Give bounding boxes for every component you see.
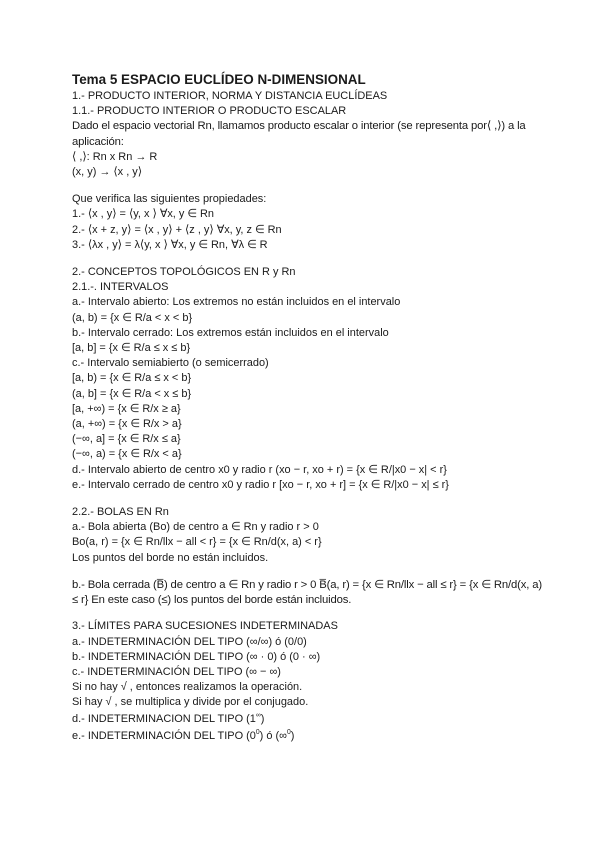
properties-intro: Que verifica las siguientes propiedades: [72, 193, 267, 206]
open-ball-line: Bo(a, r) = {x ∈ Rn/llx − all < r} = {x ∈ Rn/d(x, a) < r} [72, 536, 322, 549]
section-2-1-heading: 2.1.-. INTERVALOS [72, 281, 169, 294]
mapping-line: (x, y) → ⟨x , y⟩ [72, 166, 143, 179]
spacer [72, 180, 542, 192]
open-ball-line: Los puntos del borde no están incluidos. [72, 551, 269, 564]
interval-line: (a, b] = {x ∈ R/a < x ≤ b} [72, 387, 192, 400]
indeterminate-line: c.- INDETERMINACIÓN DEL TIPO (∞ − ∞) [72, 665, 281, 678]
interval-line: [a, b) = {x ∈ R/a ≤ x < b} [72, 372, 192, 385]
indeterminate-line: b.- INDETERMINACIÓN DEL TIPO (∞ · 0) ó (0 · ∞) [72, 650, 321, 663]
section-1-1-heading: 1.1.- PRODUCTO INTERIOR O PRODUCTO ESCALAR [72, 105, 347, 118]
property-item: 1.- ⟨x , y⟩ = ⟨y, x ⟩ ∀x, y ∈ Rn [72, 208, 215, 221]
indeterminate-line: a.- INDETERMINACIÓN DEL TIPO (∞/∞) ó (0/0) [72, 635, 307, 648]
closed-ball-paragraph: b.- Bola cerrada (B̅) de centro a ∈ Rn y radio r > 0 B̅(a, r) = {x ∈ Rn/llx − all ≤ r} = {x ∈ Rn/d(x, a) ≤ r} En este caso (≤) los puntos del borde están incluidos. [72, 578, 542, 607]
property-item: 2.- ⟨x + z, y⟩ = ⟨x , y⟩ + ⟨z , y⟩ ∀x, y, z ∈ Rn [72, 223, 282, 236]
interval-line: d.- Intervalo abierto de centro x0 y radio r (xo − r, xo + r) = {x ∈ R/|x0 − x| < r} [72, 463, 447, 476]
mapping-line: ⟨ ,⟩: Rn x Rn → R [72, 150, 158, 163]
indeterminate-line: Si no hay √ , entonces realizamos la operación. [72, 681, 303, 694]
property-item: 3.- ⟨λx , y⟩ = λ⟨y, x ⟩ ∀x, y ∈ Rn, ∀λ ∈ R [72, 238, 268, 251]
interval-line: e.- Intervalo cerrado de centro x0 y radio r [xo − r, xo + r] = {x ∈ R/|x0 − x| ≤ r} [72, 478, 449, 491]
interval-line: (−∞, a] = {x ∈ R/x ≤ a} [72, 433, 181, 446]
exponent: 0 [255, 728, 260, 736]
text: e.- INDETERMINACIÓN DEL TIPO (0 [72, 729, 256, 742]
spacer [72, 493, 542, 505]
interval-line: [a, b] = {x ∈ R/a ≤ x ≤ b} [72, 342, 191, 355]
text: ) ó (∞ [259, 729, 287, 742]
indeterminate-line: Si hay √ , se multiplica y divide por el conjugado. [72, 696, 309, 709]
indeterminate-line-d [72, 711, 528, 728]
spacer [72, 253, 542, 265]
spacer [72, 608, 542, 619]
text: d.- INDETERMINACION DEL TIPO (1 [72, 712, 256, 725]
spacer [72, 566, 542, 578]
section-3-heading: 3.- LÍMITES PARA SUCESIONES INDETERMINADAS [72, 620, 338, 633]
inner-product-intro: Dado el espacio vectorial Rn, llamamos producto escalar o interior (se representa por⟨ ,⟩) a la aplicación: [72, 120, 526, 148]
interval-line: (−∞, a) = {x ∈ R/x < a} [72, 448, 182, 461]
exponent: ∞ [255, 711, 261, 719]
interval-line: (a, +∞) = {x ∈ R/x > a} [72, 418, 182, 431]
interval-line: (a, b) = {x ∈ R/a < x < b} [72, 311, 193, 324]
section-1-heading: 1.- PRODUCTO INTERIOR, NORMA Y DISTANCIA EUCLÍDEAS [72, 90, 388, 102]
section-2-2-heading: 2.2.- BOLAS EN Rn [72, 506, 169, 519]
document-title: Tema 5 ESPACIO EUCLÍDEO N-DIMENSIONAL [72, 71, 366, 87]
interval-line: [a, +∞) = {x ∈ R/x ≥ a} [72, 402, 181, 415]
indeterminate-line-e [72, 728, 528, 745]
interval-line: c.- Intervalo semiabierto (o semicerrado) [72, 357, 269, 370]
interval-line: b.- Intervalo cerrado: Los extremos están incluidos en el intervalo [72, 326, 389, 339]
open-ball-line: a.- Bola abierta (Bo) de centro a ∈ Rn y radio r > 0 [72, 521, 319, 534]
text: ) [260, 712, 265, 725]
exponent: 0 [286, 728, 291, 736]
section-2-heading: 2.- CONCEPTOS TOPOLÓGICOS EN R y Rn [72, 266, 296, 279]
interval-line: a.- Intervalo abierto: Los extremos no están incluidos en el intervalo [72, 296, 401, 309]
text: ) [290, 729, 295, 742]
document-page [72, 70, 542, 745]
